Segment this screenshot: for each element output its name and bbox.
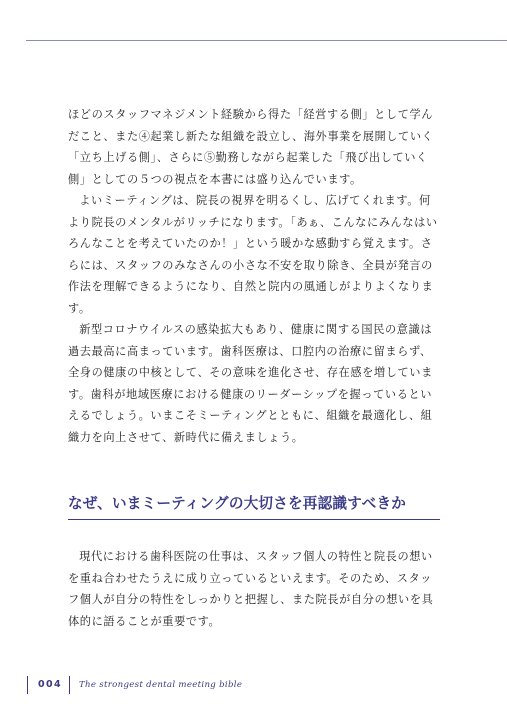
book-title: The strongest dental meeting bible (79, 680, 243, 690)
body-text (68, 104, 438, 448)
footer-bar-divider (69, 676, 70, 694)
section-body (68, 546, 438, 632)
top-rule (26, 40, 507, 41)
footer-bar-left (27, 676, 28, 694)
page-number: 004 (38, 679, 63, 690)
section-heading: なぜ、いまミーティングの大切さを再認識すべきか (68, 492, 440, 520)
paragraph-2: よいミーティングは、院長の視界を明るくし、広げてくれます。何より院長のメンタルがリッチになります。「あぁ、こんなにみんなはいろんなことを考えていたのか！」という暖かな感動すら覚えます。さらには、スタッフのみなさんの小さな不安を取り除き、全員が発言の作法を理解できるようになり、自然と院内の風通しがよりよくなります。 (68, 194, 438, 315)
section-paragraph: 現代における歯科医院の仕事は、スタッフ個人の特性と院長の想いを重ね合わせたうえに成り立っているといえます。そのため、スタッフ個人が自分の特性をしっかりと把握し、また院長が自分の想いを具体的に語ることが重要です。 (68, 550, 434, 628)
paragraph-3: 新型コロナウイルスの感染拡大もあり、健康に関する国民の意識は過去最高に高まっています。歯科医療は、口腔内の治療に留まらず、全身の健康の中核として、その意味を進化させ、存在感を増しています。歯科が地域医療における健康のリーダーシップを握っているといえるでしょう。いまこそミーティングとともに、組織を最適化し、組織力を向上させて、新時代に備えましょう。 (68, 323, 433, 444)
paragraph-1: ほどのスタッフマネジメント経験から得た「経営する側」として学んだこと、また④起業し新たな組織を設立し、海外事業を展開していく「立ち上げる側」、さらに⑤勤務しながら起業した「飛び出していく側」としての５つの視点を本書には盛り込んでいます。 (68, 108, 434, 186)
